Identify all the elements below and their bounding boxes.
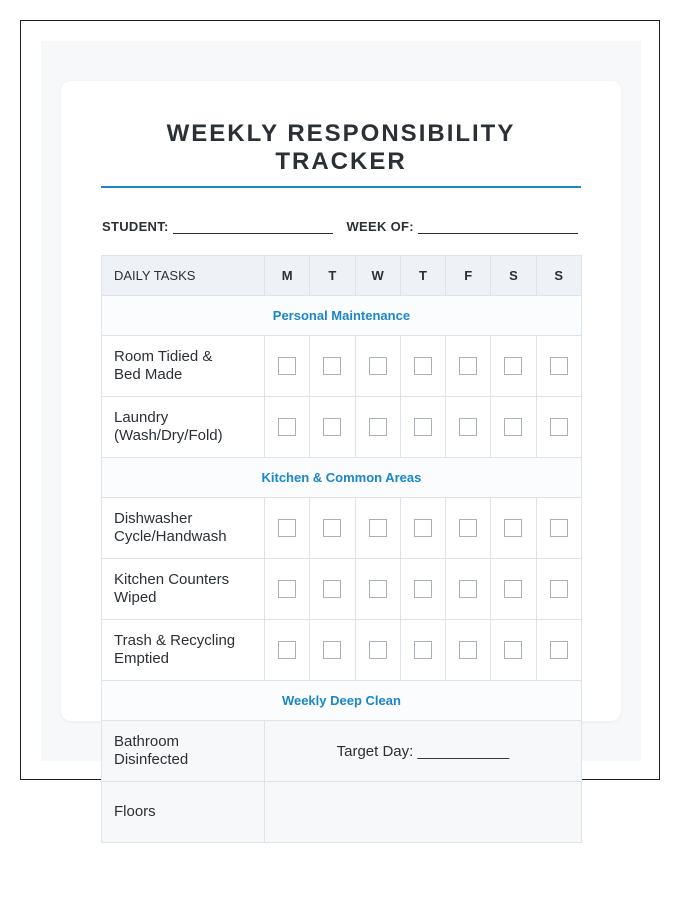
day-checkbox[interactable] <box>323 641 341 659</box>
table-row <box>102 498 582 559</box>
day-checkbox[interactable] <box>459 580 477 598</box>
target-day-field[interactable]: Target Day: ___________ <box>265 721 582 782</box>
info-line <box>102 219 582 239</box>
table-header-row <box>102 256 582 296</box>
section-row <box>102 458 582 498</box>
task-name <box>102 782 265 843</box>
target-day-field[interactable] <box>265 782 582 843</box>
section-row <box>102 296 582 336</box>
task-name-line: Kitchen Counters <box>114 571 230 588</box>
task-name-line: Wiped <box>114 589 157 606</box>
day-header-sat: S <box>491 256 536 296</box>
table-row <box>102 620 582 681</box>
task-name-line: Bathroom <box>114 733 180 750</box>
day-checkbox[interactable] <box>459 357 477 375</box>
day-checkbox[interactable] <box>504 519 522 537</box>
task-name <box>102 620 265 681</box>
task-name <box>102 559 265 620</box>
day-checkbox[interactable] <box>459 641 477 659</box>
day-checkbox[interactable] <box>504 641 522 659</box>
section-row <box>102 681 582 721</box>
day-checkbox[interactable] <box>550 580 568 598</box>
task-name-line: Laundry <box>114 409 169 426</box>
day-checkbox[interactable] <box>414 641 432 659</box>
day-checkbox[interactable] <box>504 357 522 375</box>
task-name <box>102 721 265 782</box>
title-divider <box>101 186 581 188</box>
day-checkbox[interactable] <box>414 580 432 598</box>
day-checkbox[interactable] <box>369 580 387 598</box>
day-checkbox[interactable] <box>278 641 296 659</box>
table-row <box>102 336 582 397</box>
day-header-mon: M <box>265 256 310 296</box>
task-name-line: (Wash/Dry/Fold) <box>114 427 223 444</box>
day-header-sun: S <box>536 256 581 296</box>
tracker-table <box>101 255 582 843</box>
day-checkbox[interactable] <box>550 519 568 537</box>
day-header-fri: F <box>446 256 491 296</box>
section-title-weekly-deep-clean: Weekly Deep Clean <box>102 681 582 721</box>
task-name-line: Dishwasher <box>114 510 193 527</box>
day-header-wed: W <box>355 256 400 296</box>
student-label: STUDENT: <box>102 219 169 234</box>
day-header-tue: T <box>310 256 355 296</box>
table-row <box>102 721 582 782</box>
day-checkbox[interactable] <box>369 357 387 375</box>
day-checkbox[interactable] <box>414 519 432 537</box>
task-name-line: Floors <box>114 803 156 820</box>
tasks-column-header: DAILY TASKS <box>102 256 265 296</box>
day-checkbox[interactable] <box>414 418 432 436</box>
table-row <box>102 559 582 620</box>
day-checkbox[interactable] <box>504 580 522 598</box>
day-checkbox[interactable] <box>278 580 296 598</box>
section-title-kitchen-common-areas: Kitchen & Common Areas <box>102 458 582 498</box>
week-field[interactable] <box>418 219 578 234</box>
day-header-thu: T <box>400 256 445 296</box>
day-checkbox[interactable] <box>278 519 296 537</box>
day-checkbox[interactable] <box>459 418 477 436</box>
day-checkbox[interactable] <box>369 519 387 537</box>
table-row <box>102 397 582 458</box>
table-row <box>102 782 582 843</box>
task-name-line: Bed Made <box>114 366 183 383</box>
day-checkbox[interactable] <box>550 641 568 659</box>
task-name-line: Room Tidied & <box>114 348 213 365</box>
day-checkbox[interactable] <box>504 418 522 436</box>
student-field[interactable] <box>173 219 333 234</box>
day-checkbox[interactable] <box>550 357 568 375</box>
day-checkbox[interactable] <box>414 357 432 375</box>
task-name-line: Trash & Recycling <box>114 632 236 649</box>
day-checkbox[interactable] <box>278 357 296 375</box>
day-checkbox[interactable] <box>323 580 341 598</box>
section-title-personal-maintenance: Personal Maintenance <box>102 296 582 336</box>
task-name-line: Disinfected <box>114 751 189 768</box>
day-checkbox[interactable] <box>369 641 387 659</box>
day-checkbox[interactable] <box>278 418 296 436</box>
task-name-line: Emptied <box>114 650 170 667</box>
week-label: WEEK OF: <box>346 219 414 234</box>
day-checkbox[interactable] <box>323 418 341 436</box>
task-name <box>102 397 265 458</box>
day-checkbox[interactable] <box>369 418 387 436</box>
day-checkbox[interactable] <box>323 519 341 537</box>
day-checkbox[interactable] <box>459 519 477 537</box>
task-name-line: Cycle/Handwash <box>114 528 227 545</box>
task-name <box>102 498 265 559</box>
day-checkbox[interactable] <box>550 418 568 436</box>
page-title: WEEKLY RESPONSIBILITY TRACKER <box>166 120 516 175</box>
day-checkbox[interactable] <box>323 357 341 375</box>
task-name <box>102 336 265 397</box>
